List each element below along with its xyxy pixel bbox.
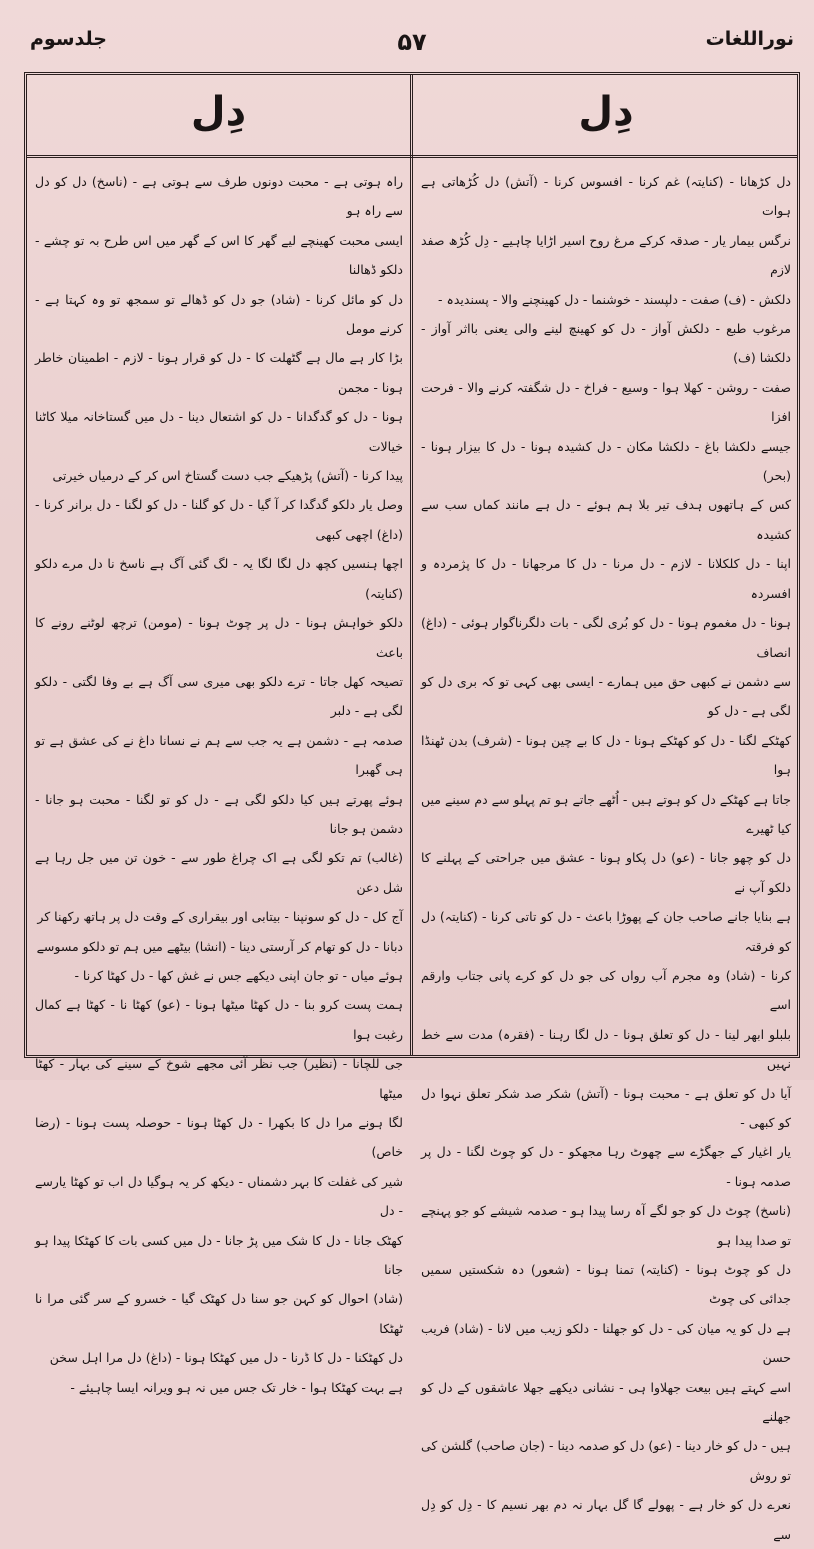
- entry-line: دلکو خواہش ہونا - دل پر چوٹ ہونا - (مومن) ترچھ لوٹنے رونے کا باعث: [35, 615, 403, 660]
- entry-line: ہے بہت کھٹکا ہوا - خار تک جس میں نہ ہو ویرانہ ایسا چاہیئے -: [70, 1379, 403, 1395]
- entry-line: شیر کی غفلت کا بہر دشمناں - دیکھ کر یہ ہوگیا دل اب تو کھٹا یارسے - دل: [35, 1173, 403, 1219]
- entry-line: صفت - روشن - کھلا ہوا - وسیع - فراخ - دل شگفتہ کرنے والا - فرحت افزا: [421, 379, 791, 425]
- page-header: [24, 22, 800, 70]
- entry-line: آج کل - دل کو سونپنا - بیتابی اور بیقراری کے وقت دل پر ہاتھ رکھنا کر: [37, 909, 403, 925]
- entry-line: یار اغیار کے جھگڑے سے چھوٹ رہا مجھکو - دل کو چوٹ لگنا - دل پر صدمہ ہونا -: [421, 1144, 791, 1189]
- entry-line: دل کو مائل کرنا - (شاد) جو دل کو ڈھالے تو سمجھ تو وہ کہتا ہے - کرنے مومل: [35, 291, 403, 337]
- column-divider: [410, 75, 413, 1055]
- entry-line: اسے کہتے ہیں بیعت جھلاوا ہی - نشانی دیکھے جھلا عاشقوں کے دل کو جھلنے: [421, 1379, 791, 1425]
- page-frame: [24, 72, 800, 1542]
- entry-line: نرگس بیمار یار - صدقہ کرکے مرغ روح اسیر اڑایا چاہیے - دِل کُڑھ صفد لازم: [421, 232, 791, 278]
- entry-line: ہوئے پھرتے ہیں کیا دلکو لگی ہے - دل کو تو لگنا - محبت ہو جانا - دشمن ہو جانا: [35, 791, 403, 836]
- entry-line: جاتا ہے کھٹکے دل کو ہوتے ہیں - اُٹھے جاتے ہو تم پہلو سے دم سینے میں کیا ٹھیرے: [421, 791, 791, 836]
- entry-line: جیسے دلکشا باغ - دلکشا مکان - دل کشیدہ ہونا - دل کا بیزار ہونا - (بحر): [421, 438, 791, 484]
- entry-line: کھٹک جانا - دل کا شک میں پڑ جانا - دل میں کسی بات کا کھٹکا پیدا ہو جانا: [35, 1232, 403, 1278]
- entry-line: دل کڑھانا - (کنایتہ) غم کرنا - افسوس کرنا - (آتش) دل کُڑھاتی ہے ہوات: [421, 174, 791, 219]
- entry-line: مرغوب طبع - دلکش آواز - دل کو کھینچ لینے والی یعنی بااثر آواز - دلکشا (ف): [421, 321, 791, 366]
- right-column-text: [421, 167, 791, 1542]
- entry-line: کھٹکے لگنا - دل کو کھٹکے ہونا - دل کا بے چین ہونا - (شرف) بدن ٹھنڈا ہوا: [421, 732, 791, 778]
- entry-line: (شاد) احوال کو کہن جو سنا دل کھٹک گیا - خسرو کے سر گئی مرا نا ٹھٹکا: [35, 1291, 403, 1336]
- right-column-headword: دِل: [578, 89, 634, 135]
- entry-line: وصل یار دلکو گدگدا کر آ گیا - دل کو گلنا - دل کو لگنا - دل برانر کرنا - (داغ) اچھی کبھی: [35, 497, 403, 542]
- entry-line: ایسی محبت کھینچے لیے گھر کا اس کے گھر میں اس طرح بہ تو چشے - دلکو ڈھالنا: [35, 232, 403, 278]
- title-divider: [27, 155, 797, 158]
- entry-line: سے دشمن نے کبھی حق میں ہمارے - ایسی بھی کہی تو کہ بری دل کو لگی ہے - دل کو: [421, 673, 791, 719]
- entry-line: نعرے دل کو خار ہے - پھولے گا گل بہار نہ دم بھر نسیم کا - دِل کو دِل سے: [421, 1497, 791, 1542]
- entry-line: ہیں - دل کو خار دینا - (عو) دل کو صدمہ دینا - (جان صاحب) گلشن کی تو روش: [421, 1438, 791, 1483]
- entry-line: ہے دل کو یہ میان کی - دل کو جھلنا - دلکو زیب میں لانا - (شاد) فریب حسن: [421, 1320, 791, 1366]
- entry-line: لگا ہونے مرا دل کا بکھرا - دل کھٹا ہونا - حوصلہ پست ہونا - (رضا خاص): [35, 1115, 403, 1160]
- entry-line: (غالب) تم تکو لگی ہے اک چراغ طور سے - خون تن میں جل رہا ہے شل دعن: [35, 850, 403, 895]
- entry-line: بلبلو ابھر لینا - دل کو تعلق ہونا - دل لگا رہنا - (فقرہ) مدت سے خط نہیں: [421, 1026, 791, 1072]
- entry-line: ہونا - دل کو گدگدانا - دل کو اشتعال دینا - دل میں گستاخانہ میلا کاٹنا خیالات: [35, 409, 403, 454]
- entry-line: دل کو چوٹ ہونا - (کنایتہ) تمنا ہونا - (شعور) دہ شکستیں سمیں جدائی کی چوٹ: [421, 1262, 791, 1307]
- entry-line: جی للچانا - (نظیر) جب نظر آئی مجھے شوخ کے سینے کی بہار - کھٹا میٹھا: [35, 1056, 403, 1101]
- entry-line: ہونا - دل مغموم ہونا - دل کو بُری لگی - بات دلگرناگوار ہوئی - (داغ) انصاف: [421, 615, 791, 660]
- entry-line: ہوئے میاں - تو جان اپنی دیکھے جس نے غش کھا - دل کھٹا کرنا -: [74, 967, 403, 983]
- entry-line: اچھا ہنسیں کچھ دل لگا لگا یہ - لگ گئی آگ ہے ناسخ نا دل مرے دلکو (کنایتہ): [35, 556, 403, 601]
- entry-line: صدمہ ہے - دشمن ہے یہ جب سے ہم نے نسانا داغ نے کی عشق ہے تو ہی گھبرا: [35, 732, 403, 778]
- entry-line: آیا دل کو تعلق ہے - محبت ہونا - (آتش) شکر صد شکر تعلق نہوا دل کو کبھی -: [421, 1085, 791, 1130]
- book-title: نوراللغات: [705, 28, 794, 50]
- entry-line: ہے بنایا جانے صاحب جان کے پھوڑا باعث - دل کو تاتی کرنا - (کنایتہ) دل کو فرقتہ: [421, 909, 791, 954]
- entry-line: کس کے ہاتھوں ہدف تیر بلا ہم ہوئے - دل ہے مانند کماں سب سے کشیدہ: [421, 497, 791, 542]
- page-number: ۵۷: [397, 28, 427, 56]
- entry-line: دلکش - (ف) صفت - دلپسند - خوشنما - دل کھینچنے والا - پسندیدہ -: [438, 291, 791, 307]
- entry-line: اپنا - دل کلکلانا - لازم - دل مرنا - دل کا مرجھانا - دل کا پژمردہ و افسردہ: [421, 556, 791, 601]
- left-column-headword: دِل: [190, 89, 247, 135]
- entry-line: دبانا - دل کو تھام کر آرستی دینا - (انشا) بیٹھے میں ہم تو دلکو مسوسے: [36, 938, 403, 954]
- entry-line: (ناسخ) چوٹ دل کو جو لگے آہ رسا پیدا ہو - صدمہ شیشے کو جو پہنچے تو صدا پیدا ہو: [421, 1203, 791, 1248]
- entry-line: ہمت پست کرو بنا - دل کھٹا میٹھا ہونا - (عو) کھٹا نا - کھٹا ہے کمال رغبت ہوا: [35, 997, 403, 1042]
- entry-line: دل کھٹکنا - دل کا ڈرنا - دل میں کھٹکا ہونا - (داغ) دل مرا اہل سخن: [49, 1350, 403, 1366]
- entry-line: کرنا - (شاد) وہ مجرم آب رواں کی جو دل کو کرے پانی جتاب وارقم اسے: [421, 967, 791, 1013]
- entry-line: پیدا کرنا - (آتش) پڑھیکے جب دست گستاخ اس کر کے درمیاں خیرتی: [52, 468, 403, 484]
- entry-line: تصیحہ کھل جاتا - ترے دلکو بھی میری سی آگ ہے بے وفا لگتی - دلکو لگی ہے - دلبر: [35, 673, 403, 719]
- entry-line: بڑا کار ہے مال ہے گٹھلت کا - دل کو قرار ہونا - لازم - اطمینان خاطر ہونا - مجمن: [35, 350, 403, 395]
- volume-label: جلدسوم: [30, 28, 107, 50]
- left-column-text: [35, 167, 403, 1395]
- entry-line: راہ ہوتی ہے - محبت دونوں طرف سے ہوتی ہے - (ناسخ) دل کو دل سے راہ ہو: [35, 174, 403, 219]
- entry-line: دل کو چھو جانا - (عو) دل پکاو ہونا - عشق میں جراحتی کے پہلنے کا دلکو آپ نے: [421, 850, 791, 895]
